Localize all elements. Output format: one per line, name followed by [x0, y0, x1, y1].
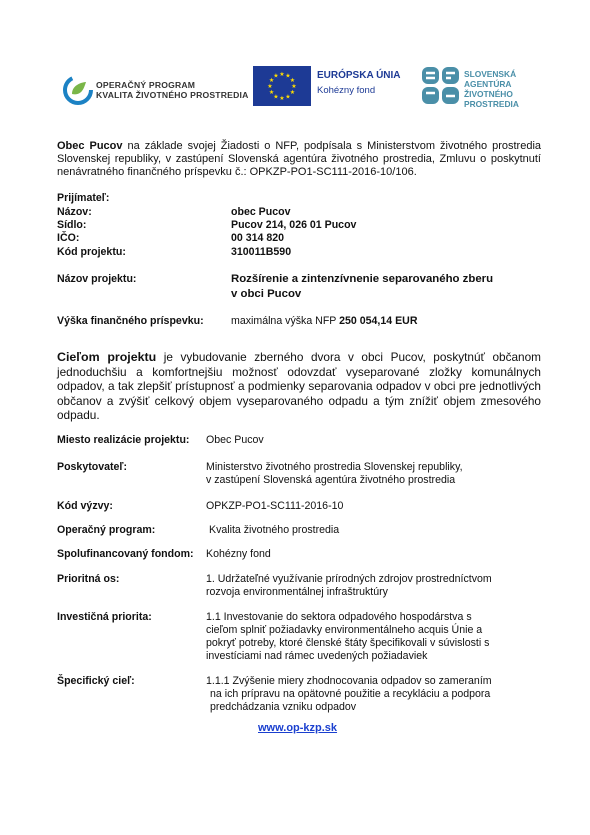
program-value: Kvalita životného prostredia	[209, 524, 340, 536]
goal-text: je vybudovanie zberného dvora v obci Pucov, poskytnúť občanom jednoduchšiu a komfortnejšiu možnosť odovzdať vyseparované zložky komunálnych odpadov, a tak zlepšiť prístupnosť a podmienky separovania odpadov v obci pre jednotlivých občanov a zvýšiť celkový objem vyseparovaného odpadu a tým znížiť objem zmesového odpadu.	[57, 350, 541, 423]
sazp-line4: PROSTREDIA	[464, 99, 519, 109]
priority-axis-line1: 1. Udržateľné využívanie prírodných zdrojov prostredníctvom	[206, 573, 492, 585]
svg-text:★: ★	[273, 72, 279, 80]
svg-text:★: ★	[289, 89, 296, 96]
svg-text:★: ★	[279, 71, 285, 78]
project-name-line1: Rozšírenie a zintenzívnenie separovaného zberu	[231, 273, 494, 285]
goal-paragraph	[57, 350, 541, 423]
op-leaf-icon	[62, 74, 94, 106]
recipient-ico-value: 00 314 820	[231, 232, 285, 244]
intro-text: na základe svojej Žiadosti o NFP, podpísala s Ministerstvom životného prostredia Slovenskej republiky, v zastúpení Slovenská agentúra životného prostredia, Zmluvu o poskytnutí nenávratného finančného príspevku č.: OPKZP-PO1-SC111-2016-10/106.	[57, 140, 541, 178]
specific-goal-line2: na ich prípravu na opätovné použitie a recykláciu a podpora	[210, 688, 491, 700]
recipient-name-value: obec Pucov	[231, 206, 291, 218]
sazp-mark-icon	[421, 66, 461, 106]
svg-text:★: ★	[285, 72, 291, 80]
project-code-label: Kód projektu:	[57, 246, 126, 258]
recipient-seat-label: Sídlo:	[57, 219, 87, 231]
op-kzp-website-link[interactable]: www.op-kzp.sk	[258, 722, 338, 734]
provider-label	[57, 461, 127, 474]
recipient-name-label: Názov:	[57, 206, 92, 218]
svg-text:★: ★	[267, 83, 273, 90]
provider-line1: Ministerstvo životného prostredia Slovenskej republiky,	[206, 461, 463, 473]
svg-text:★: ★	[268, 89, 275, 96]
amount-value: 250 054,14 EUR	[339, 315, 418, 327]
recipient-ico-label: IČO:	[57, 232, 80, 244]
call-code-label: Kód výzvy:	[57, 500, 113, 512]
provider-label-text: Poskytovateľ:	[57, 461, 128, 473]
op-logo-line2: KVALITA ŽIVOTNÉHO PROSTREDIA	[96, 90, 249, 100]
goal-label: Cieľom projektu	[57, 350, 157, 364]
svg-text:★: ★	[279, 95, 285, 102]
investment-priority-label: Investičná priorita:	[57, 611, 152, 623]
svg-text:★: ★	[285, 93, 291, 101]
svg-text:★: ★	[268, 77, 275, 84]
op-logo-line1: OPERAČNÝ PROGRAM	[96, 80, 196, 90]
svg-text:★: ★	[291, 83, 297, 90]
specific-goal-line3: predchádzania vzniku odpadov	[210, 701, 357, 713]
recipient-seat-value: Pucov 214, 026 01 Pucov	[231, 219, 357, 231]
investment-priority-line1: 1.1 Investovanie do sektora odpadového hospodárstva s	[206, 611, 472, 623]
amount-prefix: maximálna výška NFP	[231, 315, 340, 327]
eu-logo	[253, 66, 401, 106]
eu-flag-icon	[253, 66, 311, 106]
amount-value-line	[231, 315, 417, 328]
project-code-value: 310011B590	[231, 246, 292, 258]
sazp-logo	[421, 66, 561, 110]
provider-line2: v zastúpení Slovenská agentúra životného prostredia	[206, 474, 456, 486]
intro-paragraph	[57, 140, 541, 179]
specific-goal-label: Špecifický cieľ:	[57, 675, 135, 687]
amount-label: Výška finančného príspevku:	[57, 315, 204, 327]
project-name-label: Názov projektu:	[57, 273, 137, 285]
place-label: Miesto realizácie projektu:	[57, 434, 190, 446]
priority-axis-line2: rozvoja environmentálnej infraštruktúry	[206, 586, 388, 598]
intro-municipality: Obec Pucov	[57, 140, 123, 152]
project-name-line2: v obci Pucov	[231, 288, 302, 300]
sazp-line2: AGENTÚRA	[464, 79, 512, 89]
svg-text:★: ★	[289, 77, 296, 84]
op-kzp-logo	[62, 74, 249, 110]
fund-value: Kohézny fond	[206, 548, 271, 560]
investment-priority-line4: investíciami nad rámec uvedených požiadaviek	[206, 650, 428, 662]
eu-logo-title: EURÓPSKA ÚNIA	[317, 70, 401, 81]
eu-logo-fund: Kohézny fond	[317, 85, 376, 96]
sazp-line1: SLOVENSKÁ	[464, 69, 517, 79]
fund-label: Spolufinancovaný fondom:	[57, 548, 194, 560]
recipient-heading: Prijímateľ:	[57, 192, 110, 204]
svg-text:★: ★	[273, 93, 279, 101]
priority-axis-label: Prioritná os:	[57, 573, 120, 585]
specific-goal-line1: 1.1.1 Zvýšenie miery zhodnocovania odpadov so zameraním	[206, 675, 492, 687]
sazp-line3: ŽIVOTNÉHO	[464, 89, 513, 99]
investment-priority-line2: cieľom splniť požiadavky environmentálneho acquis Únie a	[206, 624, 483, 636]
call-code-value: OPKZP-PO1-SC111-2016-10	[206, 500, 344, 512]
place-value: Obec Pucov	[206, 434, 264, 446]
investment-priority-line3: pokryť potreby, ktoré členské štáty špecifikovali v súvislosti s	[206, 637, 490, 649]
program-label: Operačný program:	[57, 524, 156, 536]
